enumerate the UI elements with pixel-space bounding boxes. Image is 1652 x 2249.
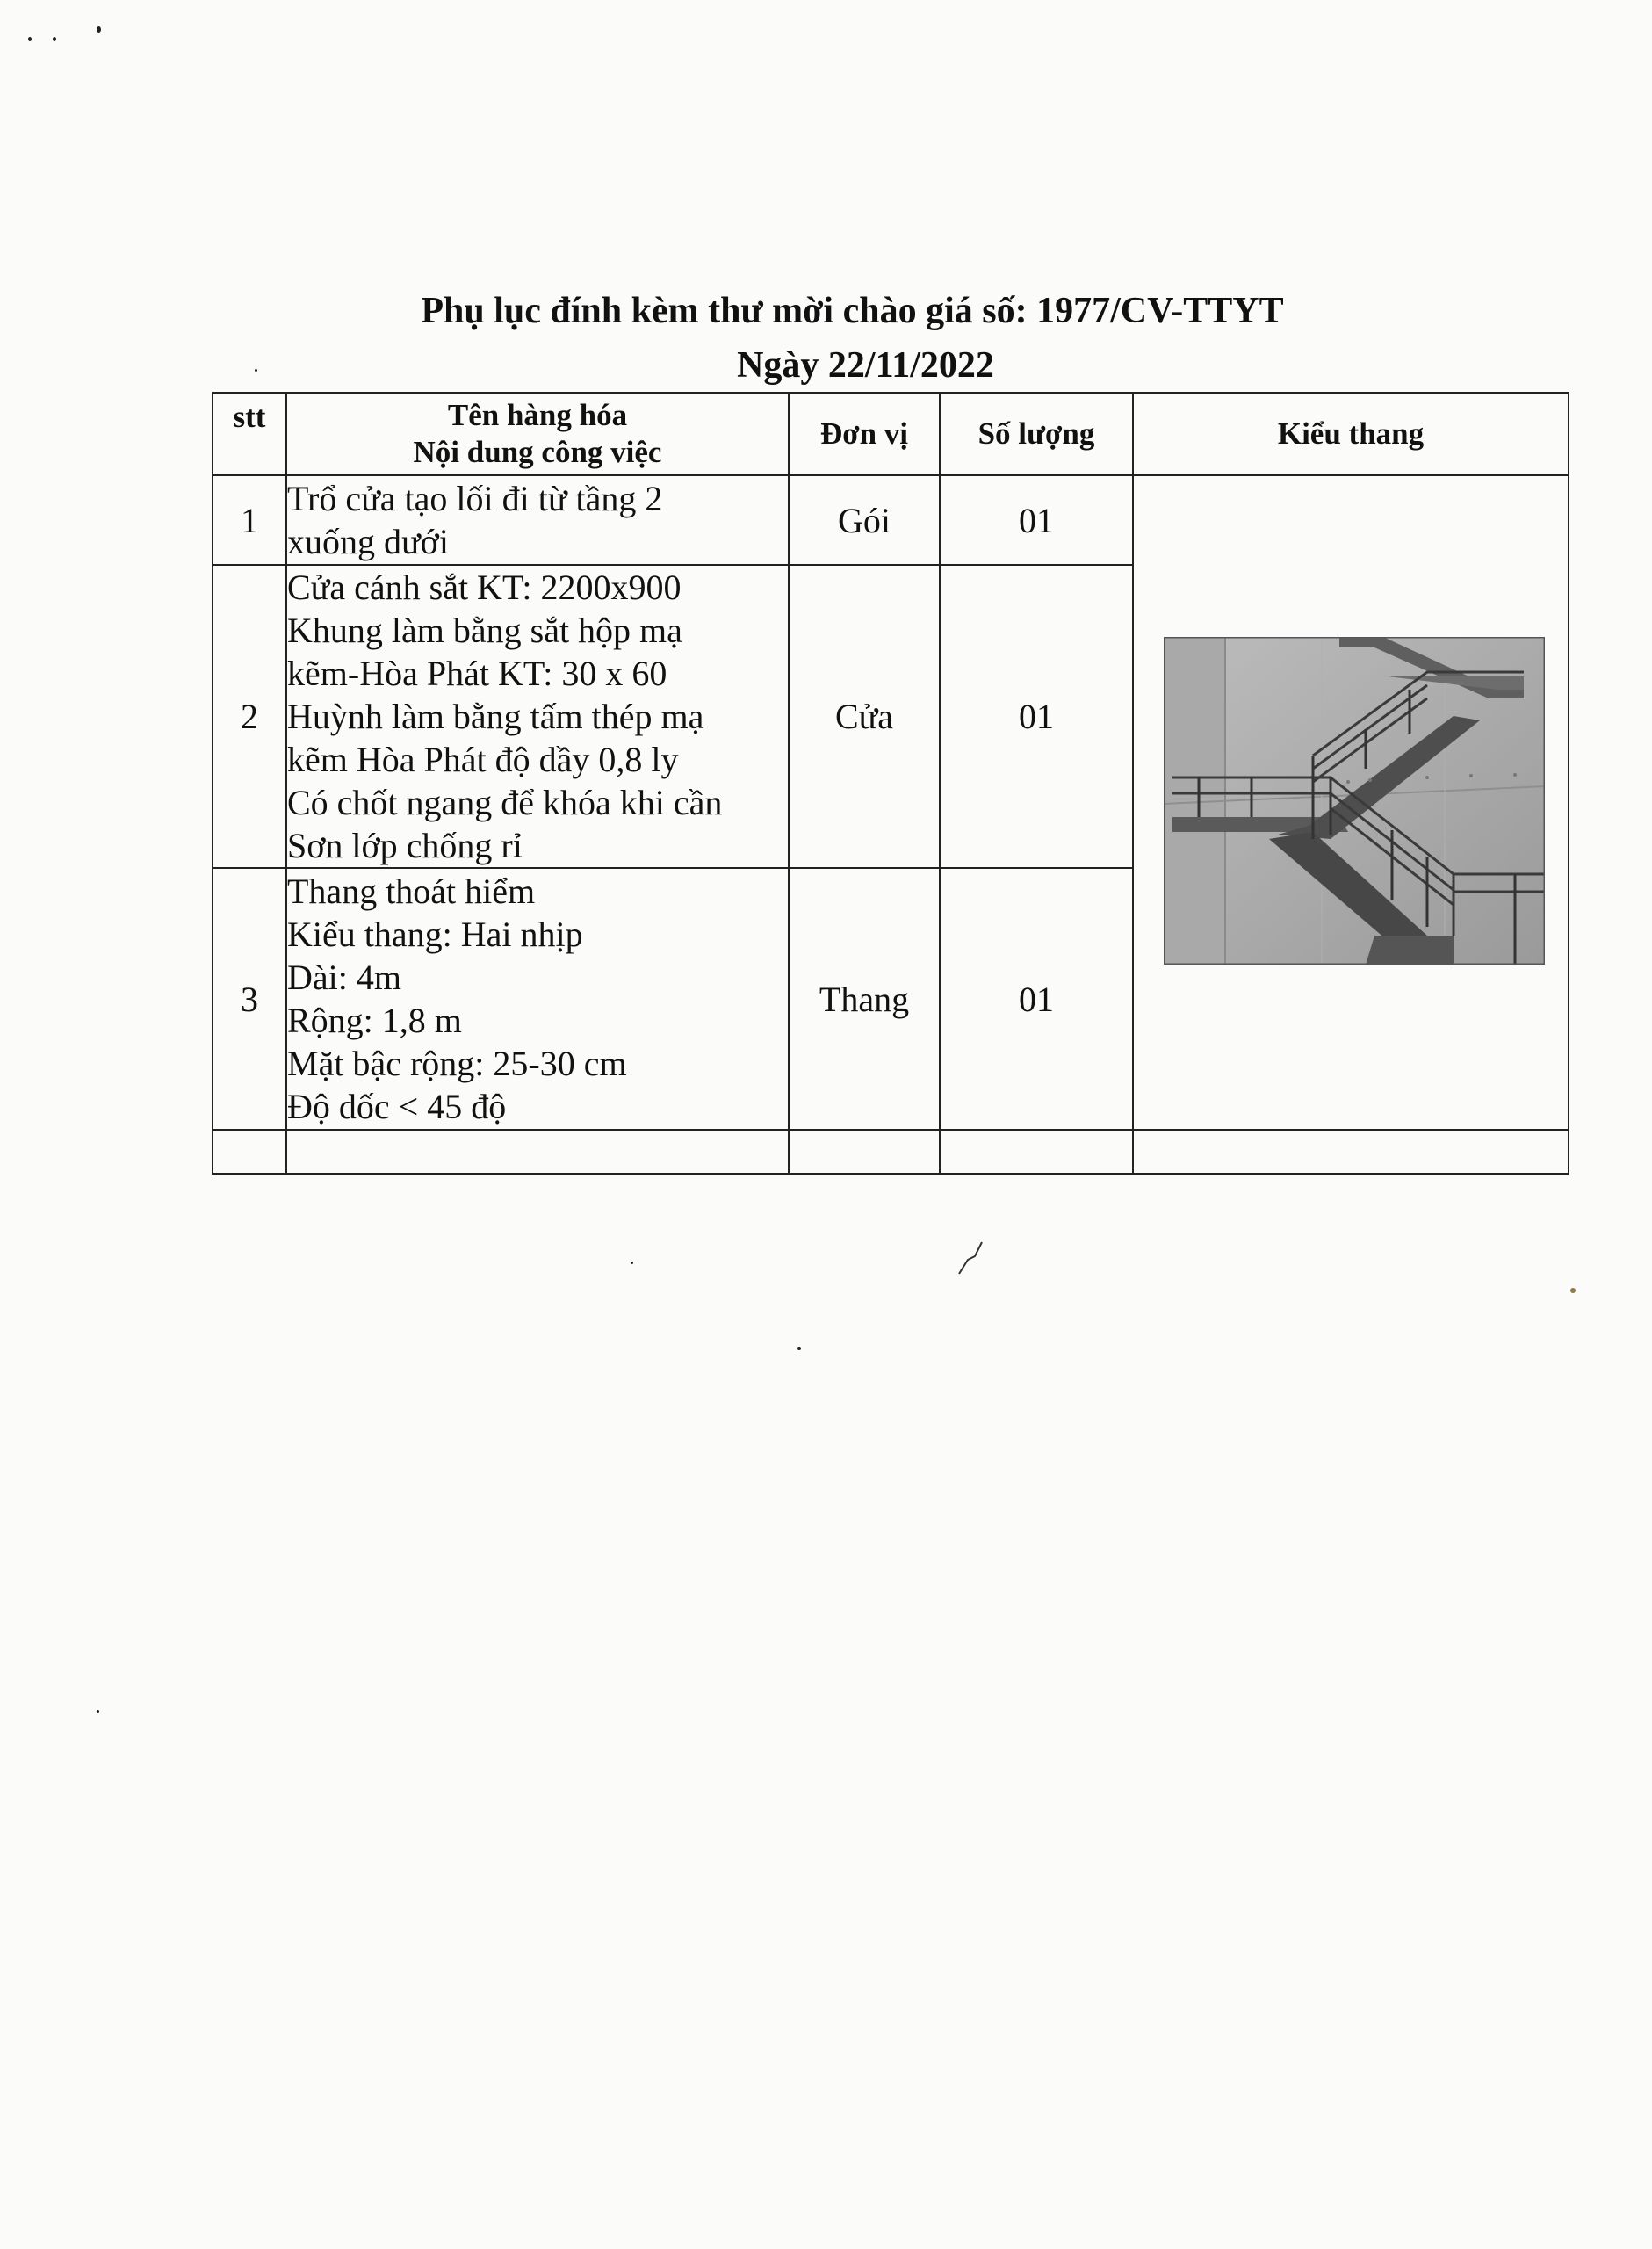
row-description bbox=[286, 565, 789, 868]
column-header-name bbox=[286, 393, 789, 475]
description-line: kẽm-Hòa Phát KT: 30 x 60 bbox=[287, 654, 667, 693]
description-line: Kiểu thang: Hai nhịp bbox=[287, 915, 583, 954]
column-header-stt: stt bbox=[213, 393, 286, 475]
description-line: Trổ cửa tạo lối đi từ tầng 2 bbox=[287, 479, 663, 518]
description-line: kẽm Hòa Phát độ dầy 0,8 ly bbox=[287, 740, 679, 779]
scan-speck bbox=[797, 1347, 801, 1350]
description-line: Khung làm bằng sắt hộp mạ bbox=[287, 611, 682, 650]
empty-table-row bbox=[213, 1130, 1569, 1174]
empty-cell bbox=[286, 1130, 789, 1174]
table-header-row bbox=[213, 393, 1569, 475]
description-line: Cửa cánh sắt KT: 2200x900 bbox=[287, 568, 682, 607]
scan-speck bbox=[28, 37, 32, 41]
document-title: Phụ lục đính kèm thư mời chào giá số: 1977/CV-TTYT bbox=[421, 291, 1284, 331]
row-description bbox=[286, 868, 789, 1130]
row-unit: Gói bbox=[789, 475, 940, 565]
description-line: Dài: 4m bbox=[287, 958, 401, 997]
stair-style-cell bbox=[1133, 475, 1569, 1130]
document-date: Ngày 22/11/2022 bbox=[737, 345, 994, 386]
column-header-name-line1: Tên hàng hóa bbox=[447, 398, 628, 432]
scan-speck bbox=[631, 1262, 633, 1264]
description-line: xuống dưới bbox=[287, 522, 449, 561]
row-unit: Cửa bbox=[789, 565, 940, 868]
scan-speck bbox=[1570, 1288, 1576, 1293]
scan-speck bbox=[53, 37, 56, 41]
fire-escape-stair-photo bbox=[1164, 637, 1545, 965]
column-header-name-line2: Nội dung công việc bbox=[413, 435, 662, 469]
column-header-stair-style: Kiểu thang bbox=[1133, 393, 1569, 475]
description-line: Sơn lớp chống rỉ bbox=[287, 826, 523, 865]
row-stt: 3 bbox=[213, 868, 286, 1130]
empty-cell bbox=[940, 1130, 1133, 1174]
row-stt: 2 bbox=[213, 565, 286, 868]
description-line: Thang thoát hiểm bbox=[287, 871, 536, 911]
pen-mark bbox=[956, 1240, 985, 1276]
scan-speck bbox=[97, 26, 101, 33]
row-quantity: 01 bbox=[940, 475, 1133, 565]
table-row bbox=[213, 475, 1569, 565]
description-line: Độ dốc < 45 độ bbox=[287, 1087, 507, 1126]
description-line: Có chốt ngang để khóa khi cần bbox=[287, 783, 723, 822]
appendix-table bbox=[212, 392, 1569, 1175]
row-quantity: 01 bbox=[940, 868, 1133, 1130]
empty-cell bbox=[789, 1130, 940, 1174]
empty-cell bbox=[1133, 1130, 1569, 1174]
column-header-unit: Đơn vị bbox=[789, 393, 940, 475]
description-line: Huỳnh làm bằng tấm thép mạ bbox=[287, 697, 704, 736]
description-line: Mặt bậc rộng: 25-30 cm bbox=[287, 1044, 627, 1083]
empty-cell bbox=[213, 1130, 286, 1174]
description-line: Rộng: 1,8 m bbox=[287, 1001, 462, 1040]
row-description bbox=[286, 475, 789, 565]
row-quantity: 01 bbox=[940, 565, 1133, 868]
row-stt: 1 bbox=[213, 475, 286, 565]
scan-speck bbox=[97, 1710, 99, 1713]
column-header-quantity: Số lượng bbox=[940, 393, 1133, 475]
row-unit: Thang bbox=[789, 868, 940, 1130]
